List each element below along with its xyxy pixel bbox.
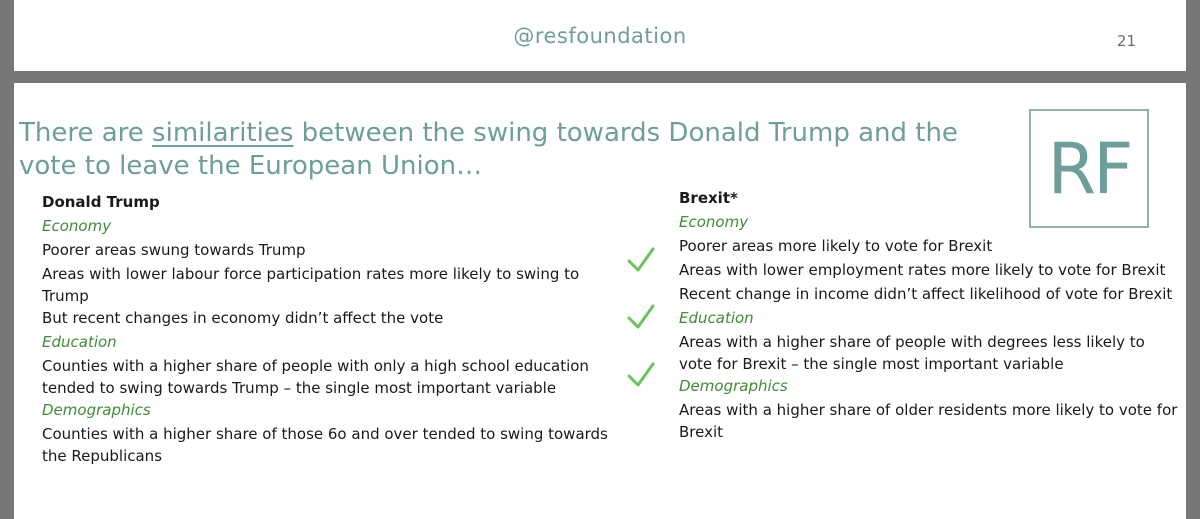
trump-column xyxy=(42,191,622,467)
trump-economy-item: But recent changes in economy didn’t affect the vote xyxy=(42,309,444,327)
trump-demographics-item: Counties with a higher share of those 6o and over tended to swing towards the Republicans xyxy=(42,425,608,465)
brexit-demographics-item: Areas with a higher share of older residents more likely to vote for Brexit xyxy=(679,401,1178,441)
rf-logo: RF xyxy=(1029,109,1149,228)
trump-column-title: Donald Trump xyxy=(42,193,160,211)
trump-education-label: Education xyxy=(42,333,117,351)
brexit-economy-item: Poorer areas more likely to vote for Brexit xyxy=(679,237,993,255)
slide-footer-strip xyxy=(14,0,1186,71)
brexit-column-title: Brexit* xyxy=(679,189,738,207)
trump-economy-label: Economy xyxy=(42,217,112,235)
brexit-education-label: Education xyxy=(679,309,754,327)
title-before: There are xyxy=(19,118,153,148)
trump-economy-item: Poorer areas swung towards Trump xyxy=(42,241,306,259)
checkmark-icon xyxy=(626,245,656,275)
checkmark-icon xyxy=(626,360,656,390)
slide-title xyxy=(19,117,999,183)
slide xyxy=(14,83,1186,519)
trump-economy-item: Areas with lower labour force participation rates more likely to swing to Trump xyxy=(42,265,580,305)
twitter-handle: @resfoundation xyxy=(513,24,687,48)
brexit-demographics-label: Demographics xyxy=(679,377,788,395)
trump-education-item: Counties with a higher share of people with only a high school education tended to swing towards Trump – the single most important variable xyxy=(42,357,589,397)
brexit-column xyxy=(679,187,1179,443)
brexit-economy-item: Recent change in income didn’t affect likelihood of vote for Brexit xyxy=(679,285,1173,303)
brexit-economy-label: Economy xyxy=(679,213,749,231)
page-number: 21 xyxy=(1116,32,1136,50)
brexit-economy-item: Areas with lower employment rates more likely to vote for Brexit xyxy=(679,261,1166,279)
trump-demographics-label: Demographics xyxy=(42,401,151,419)
checkmark-icon xyxy=(626,302,656,332)
title-highlight: similarities xyxy=(152,118,294,148)
brexit-education-item: Areas with a higher share of people with degrees less likely to vote for Brexit – the single most important variable xyxy=(679,333,1145,373)
title-after: between the swing towards Donald Trump and the vote to leave the European Union… xyxy=(19,118,958,181)
